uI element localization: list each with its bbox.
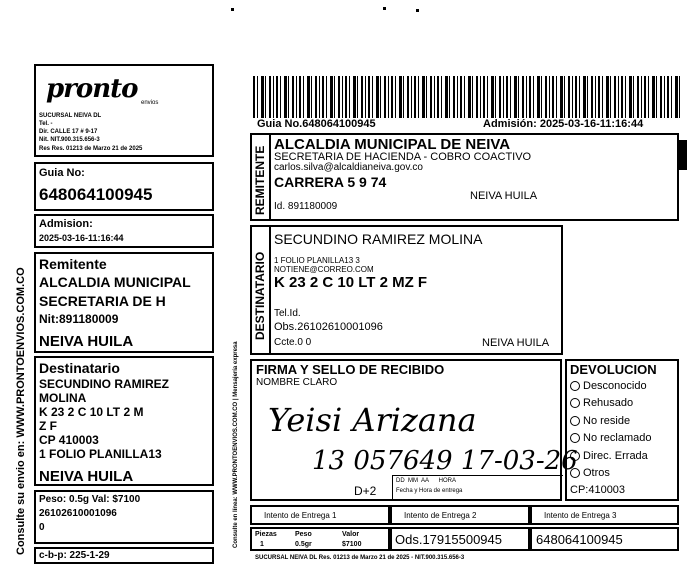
- date-subheader: Fecha y Hora de entrega: [396, 488, 463, 494]
- radio-icon[interactable]: [570, 451, 580, 461]
- firma-title: FIRMA Y SELLO DE RECIBIDO: [256, 362, 445, 377]
- left-admision-box: [34, 214, 214, 248]
- piezas-box: [250, 527, 390, 551]
- branch-nit: Nit. NIT.900.315.656-3: [39, 137, 100, 143]
- intento-3-label: Intento de Entrega 3: [544, 511, 617, 520]
- devolucion-option[interactable]: [570, 398, 633, 409]
- remitente-box: [250, 133, 679, 221]
- radio-icon[interactable]: [570, 398, 580, 408]
- branch-tel: Tel. -: [39, 121, 53, 127]
- dest-obs: Obs.26102610001096: [274, 321, 383, 333]
- left-remitente-box: [34, 252, 214, 353]
- guia-number-header: Guia No.648064100945: [257, 118, 376, 130]
- ods-box: [390, 527, 530, 551]
- signature-id: 13 057649 17-03-26: [312, 446, 578, 476]
- intento-1-box: [250, 505, 390, 525]
- barcode: [253, 76, 681, 118]
- dest-ccte: Ccte.0 0: [274, 337, 312, 348]
- intento-3-box: [530, 505, 679, 525]
- d2-label: D+2: [354, 484, 377, 498]
- left-destinatario-box: [34, 356, 214, 486]
- peso-value: 0.5gr: [295, 541, 312, 548]
- remitente-id: Id. 891180009: [274, 201, 338, 212]
- admision-header: Admisión: 2025-03-16-11:16:44: [483, 118, 644, 130]
- remitente-name: ALCALDIA MUNICIPAL DE NEIVA: [274, 136, 511, 153]
- remitente-label: REMITENTE: [253, 145, 267, 215]
- devolucion-cp: CP:410003: [570, 484, 626, 496]
- dest-tel: Tel.Id.: [274, 308, 301, 319]
- left-destinatario-line: 1 FOLIO PLANILLA13: [39, 447, 162, 461]
- left-destinatario-city: NEIVA HUILA: [39, 468, 134, 485]
- radio-icon[interactable]: [570, 416, 580, 426]
- devolucion-option-label: Rehusado: [583, 397, 634, 409]
- radio-icon[interactable]: [570, 381, 580, 391]
- date-header: DD MM AA HORA: [396, 478, 457, 484]
- branch-box: [34, 64, 214, 157]
- scan-speck: [416, 9, 419, 12]
- remitente-email: carlos.silva@alcaldianeiva.gov.co: [274, 162, 423, 173]
- right-footer: SUCURSAL NEIVA DL Res. 01213 de Marzo 21 de 2025 - NIT.900.315.656-3: [255, 555, 465, 561]
- scan-speck: [383, 7, 386, 10]
- left-guia-box: [34, 162, 214, 211]
- intento-2-label: Intento de Entrega 2: [404, 511, 477, 520]
- intento-2-box: [390, 505, 530, 525]
- devolucion-box: [565, 359, 679, 501]
- left-footer-box: [34, 547, 214, 564]
- left-remitente-line: SECRETARIA DE H: [39, 293, 166, 309]
- left-destinatario-line: Z F: [39, 419, 57, 433]
- logo-sub: envios: [141, 100, 159, 106]
- remitente-dept: SECRETARIA DE HACIENDA - COBRO COACTIVO: [274, 151, 532, 163]
- company-logo: [46, 74, 158, 106]
- left-remitente-city: NEIVA HUILA: [39, 333, 134, 350]
- left-admision-label: Admision:: [39, 218, 93, 230]
- left-remitente-line: ALCALDIA MUNICIPAL: [39, 274, 191, 290]
- left-remitente-title: Remitente: [39, 256, 107, 272]
- guia-box-number: 648064100945: [536, 532, 623, 547]
- left-guia-label: Guia No:: [39, 167, 85, 179]
- ods-number: Ods.17915500945: [395, 532, 502, 547]
- devolucion-option-label: Desconocido: [583, 380, 647, 392]
- intento-1-label: Intento de Entrega 1: [264, 511, 337, 520]
- left-admision-value: 2025-03-16-11:16:44: [39, 233, 124, 243]
- piezas-value: 1: [260, 541, 264, 548]
- remitente-city: NEIVA HUILA: [470, 190, 538, 202]
- dest-folio: 1 FOLIO PLANILLA13 3: [274, 256, 360, 265]
- logo-brand: pronto: [46, 74, 138, 104]
- left-destinatario-title: Destinatario: [39, 360, 120, 376]
- dest-city: NEIVA HUILA: [482, 337, 550, 349]
- left-remitente-line: Nit:891180009: [39, 312, 119, 326]
- radio-icon[interactable]: [570, 433, 580, 443]
- peso-label: Peso: [295, 531, 312, 538]
- valor-label: Valor: [342, 531, 360, 538]
- left-stub-side-text: Consulte su envio en: WWW.PRONTOENVIOS.COM.CO: [15, 267, 27, 555]
- left-destinatario-line: MOLINA: [39, 391, 87, 405]
- remitente-address: CARRERA 5 9 74: [274, 174, 387, 190]
- valor-value: $7100: [342, 541, 362, 548]
- firma-box: [250, 359, 578, 501]
- left-destinatario-line: CP 410003: [39, 433, 99, 447]
- destinatario-box: [250, 225, 563, 355]
- scan-speck: [231, 8, 234, 11]
- devolucion-option[interactable]: [570, 468, 610, 479]
- devolucion-title: DEVOLUCION: [570, 362, 657, 377]
- branch-res: Res Res. 01213 de Marzo 21 de 2025: [39, 146, 143, 152]
- branch-name: SUCURSAL NEIVA DL: [39, 113, 102, 119]
- piezas-label: Piezas: [255, 531, 277, 538]
- devolucion-option-label: No reside: [583, 415, 631, 427]
- nombre-claro-label: NOMBRE CLARO: [256, 377, 338, 388]
- destinatario-label: DESTINATARIO: [253, 251, 267, 340]
- devolucion-option[interactable]: [570, 433, 651, 444]
- devolucion-option-label: Otros: [583, 467, 610, 479]
- devolucion-option[interactable]: [570, 416, 630, 427]
- left-destinatario-line: K 23 2 C 10 LT 2 M: [39, 405, 144, 419]
- left-guia-number: 648064100945: [39, 185, 153, 204]
- devolucion-option[interactable]: [570, 451, 648, 462]
- left-peso-line: Peso: 0.5g Val: $7100: [39, 494, 141, 505]
- dest-address: K 23 2 C 10 LT 2 MZ F: [274, 274, 428, 291]
- dest-name: SECUNDINO RAMIREZ MOLINA: [274, 231, 483, 247]
- devolucion-option-label: Direc. Errada: [583, 450, 648, 462]
- edge-mark: [679, 140, 687, 170]
- dest-email: NOTIENE@CORREO.COM: [274, 265, 374, 274]
- radio-icon[interactable]: [570, 468, 580, 478]
- signature-name: Yeisi Arizana: [268, 401, 477, 439]
- devolucion-option-label: No reclamado: [583, 432, 652, 444]
- left-obs-line: 26102610001096: [39, 508, 117, 519]
- right-side-text: Consulte en línea: WWW.PRONTOENVIOS.COM.CO | Mensajería expresa: [233, 341, 239, 548]
- date-hour-box: [392, 475, 563, 500]
- left-destinatario-line: SECUNDINO RAMIREZ: [39, 377, 170, 391]
- left-footer-code: c-b-p: 225-1-29: [39, 550, 110, 561]
- left-peso-box: [34, 490, 214, 544]
- guia-box: [530, 527, 679, 551]
- devolucion-option[interactable]: [570, 381, 647, 392]
- branch-dir: Dir. CALLE 17 # 9-17: [39, 129, 98, 135]
- left-zero: 0: [39, 522, 45, 533]
